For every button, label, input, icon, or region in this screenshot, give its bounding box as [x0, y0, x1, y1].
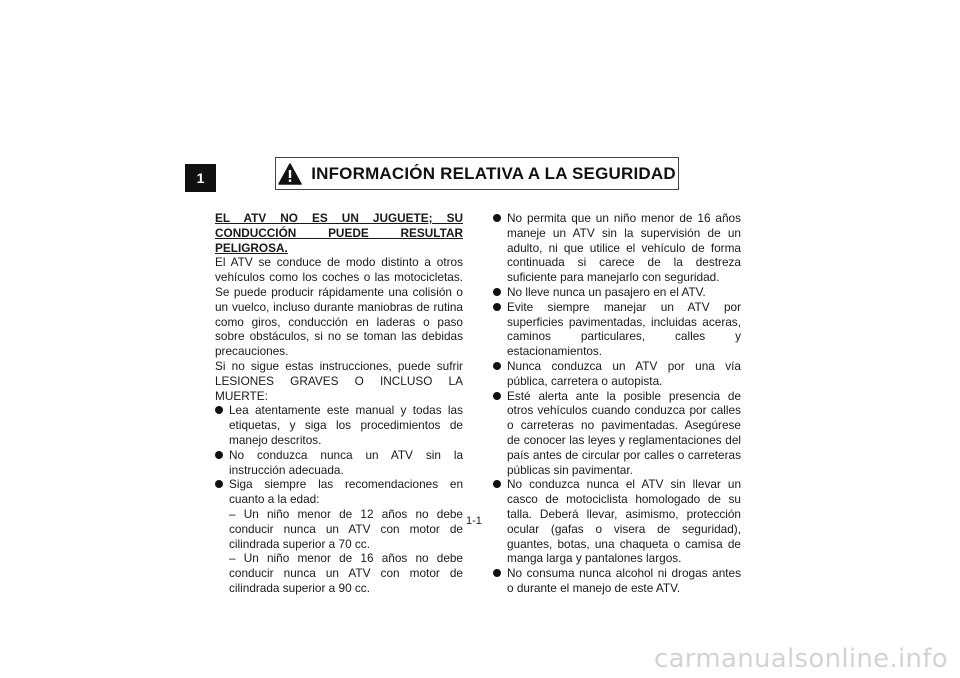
- list-item: [493, 359, 741, 389]
- list-item: [215, 403, 463, 447]
- warning-paragraph: Si no sigue estas instrucciones, puede sufrir LESIONES GRAVES O INCLUSO LA MUERTE:: [215, 358, 463, 403]
- list-item-text: Evite siempre manejar un ATV por superficies pavimentadas, incluidas aceras, caminos particulares, calles y estacionamientos.: [507, 299, 741, 359]
- warning-triangle-icon: [278, 163, 302, 185]
- list-item-text: Lea atentamente este manual y todas las etiquetas, y siga los procedimientos de manejo descritos.: [229, 403, 463, 447]
- list-item-text: Esté alerta ante la posible presencia de otros vehículos cuando conduzca por calles o carreteras no pavimentadas. Asegúrese de conocer las leyes y reglamentaciones del país antes de circular por calles o carreteras públicas sin pavimentar.: [507, 388, 741, 477]
- list-item: [493, 477, 741, 566]
- list-item-text: No consuma nunca alcohol ni drogas antes o durante el manejo de este ATV.: [507, 566, 741, 595]
- age-rule-12: – Un niño menor de 12 años no debe conducir nunca un ATV con motor de cilindrada superior a 70 cc.: [229, 506, 463, 551]
- page-number: 1-1: [466, 515, 482, 527]
- left-bullet-list: [215, 403, 463, 595]
- bullet-dot-icon: [215, 480, 223, 488]
- bullet-dot-icon: [215, 451, 223, 459]
- right-column: [493, 211, 741, 596]
- section-title-box: [275, 157, 679, 190]
- list-item-text: No permita que un niño menor de 16 años maneje un ATV sin la supervisión de un adulto, ni que utilice el vehículo de forma continuada si carece de la destreza suficiente para manejarlo con seguridad.: [507, 211, 741, 285]
- section-heading: EL ATV NO ES UN JUGUETE; SU CONDUCCIÓN PUEDE RESULTAR PELIGROSA.: [215, 211, 463, 255]
- bullet-dot-icon: [493, 214, 501, 222]
- bullet-dot-icon: [493, 362, 501, 370]
- right-bullet-list: [493, 211, 741, 596]
- watermark-link[interactable]: carmanualsonline.info: [653, 644, 948, 674]
- bullet-dot-icon: [493, 569, 501, 577]
- list-item-text: Nunca conduzca un ATV por una vía pública, carretera o autopista.: [507, 358, 741, 388]
- list-item-text: Siga siempre las recomendaciones en cuanto a la edad:: [229, 477, 463, 507]
- list-item: [215, 448, 463, 478]
- age-rule-16: – Un niño menor de 16 años no debe conducir nunca un ATV con motor de cilindrada superior a 90 cc.: [229, 551, 463, 595]
- list-item: [493, 211, 741, 285]
- bullet-dot-icon: [493, 288, 501, 296]
- intro-paragraph: El ATV se conduce de modo distinto a otros vehículos como los coches o las motocicletas. Se puede producir rápidamente una colisión o un vuelco, incluso durante maniobras de rutina como giros, conducción en laderas o paso sobre obstáculos, si no se toman las debidas precauciones.: [215, 255, 463, 359]
- left-column: [215, 211, 463, 596]
- list-item: [493, 300, 741, 359]
- list-item-text: No conduzca nunca el ATV sin llevar un casco de motociclista homologado de su talla. Deberá llevar, asimismo, protección ocular (gafas o visera de seguridad), guantes, botas, una chaqueta o camisa de manga larga y pantalones largos.: [507, 477, 741, 566]
- bullet-dot-icon: [215, 406, 223, 414]
- bullet-dot-icon: [493, 480, 501, 488]
- list-item-text: No lleve nunca un pasajero en el ATV.: [507, 284, 706, 299]
- bullet-dot-icon: [493, 392, 501, 400]
- list-item: [493, 566, 741, 596]
- list-item: [215, 477, 463, 595]
- list-item: [493, 285, 741, 300]
- bullet-dot-icon: [493, 303, 501, 311]
- chapter-tab: 1: [185, 164, 216, 192]
- list-item: [493, 389, 741, 478]
- list-item-text: No conduzca nunca un ATV sin la instrucción adecuada.: [229, 447, 463, 477]
- page-title: INFORMACIÓN RELATIVA A LA SEGURIDAD: [311, 163, 676, 183]
